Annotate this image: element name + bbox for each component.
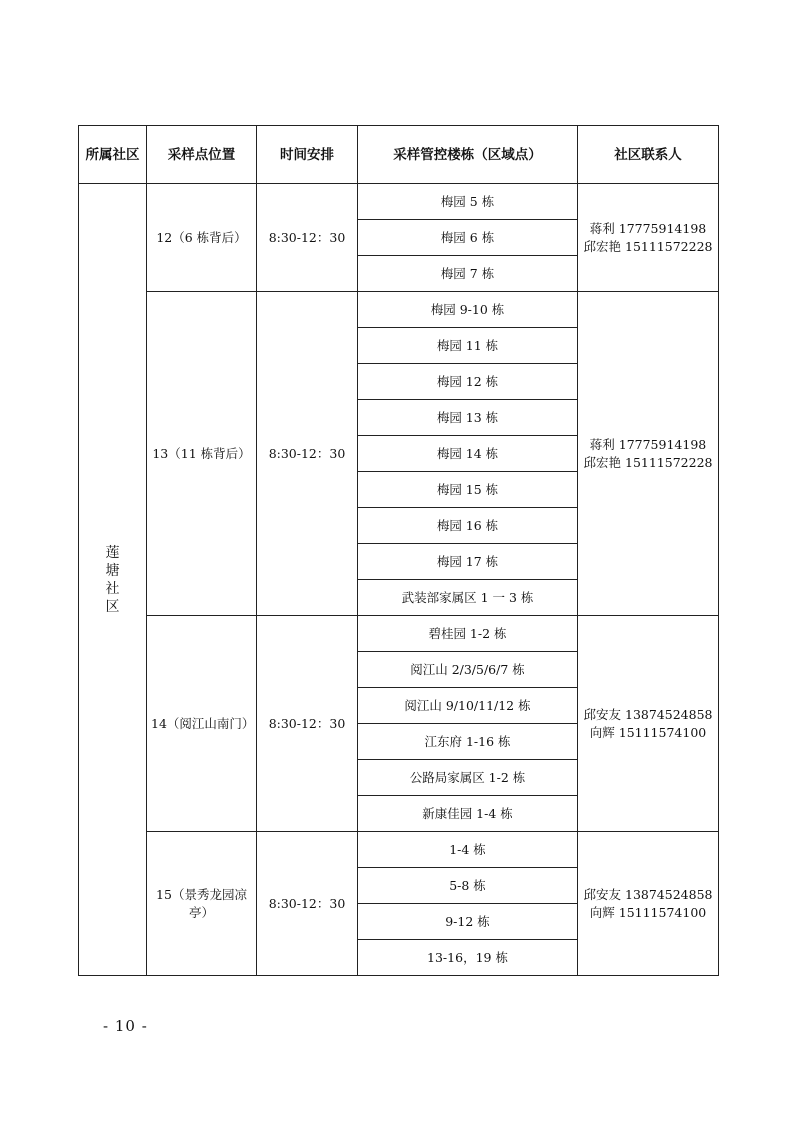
contact-cell — [578, 292, 719, 616]
time-cell: 8:30-12：30 — [257, 832, 358, 976]
header-contact: 社区联系人 — [578, 126, 719, 184]
community-char: 莲 — [105, 544, 120, 561]
contact-cell — [578, 184, 719, 292]
building-cell: 梅园 15 栋 — [358, 472, 578, 508]
building-cell: 5-8 栋 — [358, 868, 578, 904]
building-cell: 阅江山 2/3/5/6/7 栋 — [358, 652, 578, 688]
time-cell: 8:30-12：30 — [257, 292, 358, 616]
community-cell — [79, 184, 147, 976]
page-number: - 10 - — [103, 1017, 148, 1035]
building-cell: 9-12 栋 — [358, 904, 578, 940]
building-cell: 公路局家属区 1-2 栋 — [358, 760, 578, 796]
contact-line: 向辉 15111574100 — [589, 724, 707, 740]
contact-line: 邱安友 13874524858 — [583, 706, 713, 722]
building-cell: 新康佳园 1-4 栋 — [358, 796, 578, 832]
building-cell: 梅园 6 栋 — [358, 220, 578, 256]
site-cell: 13（11 栋背后） — [147, 292, 257, 616]
table-row — [79, 832, 719, 868]
contact-line: 向辉 15111574100 — [589, 904, 707, 920]
community-char: 社 — [105, 580, 120, 597]
building-cell: 碧桂园 1-2 栋 — [358, 616, 578, 652]
building-cell: 梅园 17 栋 — [358, 544, 578, 580]
header-time: 时间安排 — [257, 126, 358, 184]
building-cell: 梅园 5 栋 — [358, 184, 578, 220]
table-row — [79, 184, 719, 220]
table-row — [79, 616, 719, 652]
sampling-schedule-table — [78, 125, 719, 976]
community-char: 区 — [105, 598, 120, 615]
header-row — [79, 126, 719, 184]
building-cell: 梅园 7 栋 — [358, 256, 578, 292]
table-row — [79, 292, 719, 328]
building-cell: 13-16，19 栋 — [358, 940, 578, 976]
building-cell: 江东府 1-16 栋 — [358, 724, 578, 760]
site-cell: 14（阅江山南门） — [147, 616, 257, 832]
header-buildings: 采样管控楼栋（区域点） — [358, 126, 578, 184]
building-cell: 梅园 13 栋 — [358, 400, 578, 436]
building-cell: 武装部家属区 1 一 3 栋 — [358, 580, 578, 616]
time-cell: 8:30-12：30 — [257, 616, 358, 832]
contact-line: 蒋利 17775914198 — [589, 436, 707, 452]
building-cell: 阅江山 9/10/11/12 栋 — [358, 688, 578, 724]
building-cell: 梅园 11 栋 — [358, 328, 578, 364]
community-char: 塘 — [105, 562, 120, 579]
contact-line: 邱宏艳 15111572228 — [583, 238, 713, 254]
contact-line: 邱安友 13874524858 — [583, 886, 713, 902]
contact-cell — [578, 616, 719, 832]
building-cell: 梅园 16 栋 — [358, 508, 578, 544]
site-cell: 12（6 栋背后） — [147, 184, 257, 292]
time-cell: 8:30-12：30 — [257, 184, 358, 292]
header-community: 所属社区 — [79, 126, 147, 184]
building-cell: 1-4 栋 — [358, 832, 578, 868]
site-cell: 15（景秀龙园凉亭） — [147, 832, 257, 976]
building-cell: 梅园 12 栋 — [358, 364, 578, 400]
contact-cell — [578, 832, 719, 976]
header-site: 采样点位置 — [147, 126, 257, 184]
building-cell: 梅园 14 栋 — [358, 436, 578, 472]
contact-line: 蒋利 17775914198 — [589, 220, 707, 236]
contact-line: 邱宏艳 15111572228 — [583, 454, 713, 470]
building-cell: 梅园 9-10 栋 — [358, 292, 578, 328]
